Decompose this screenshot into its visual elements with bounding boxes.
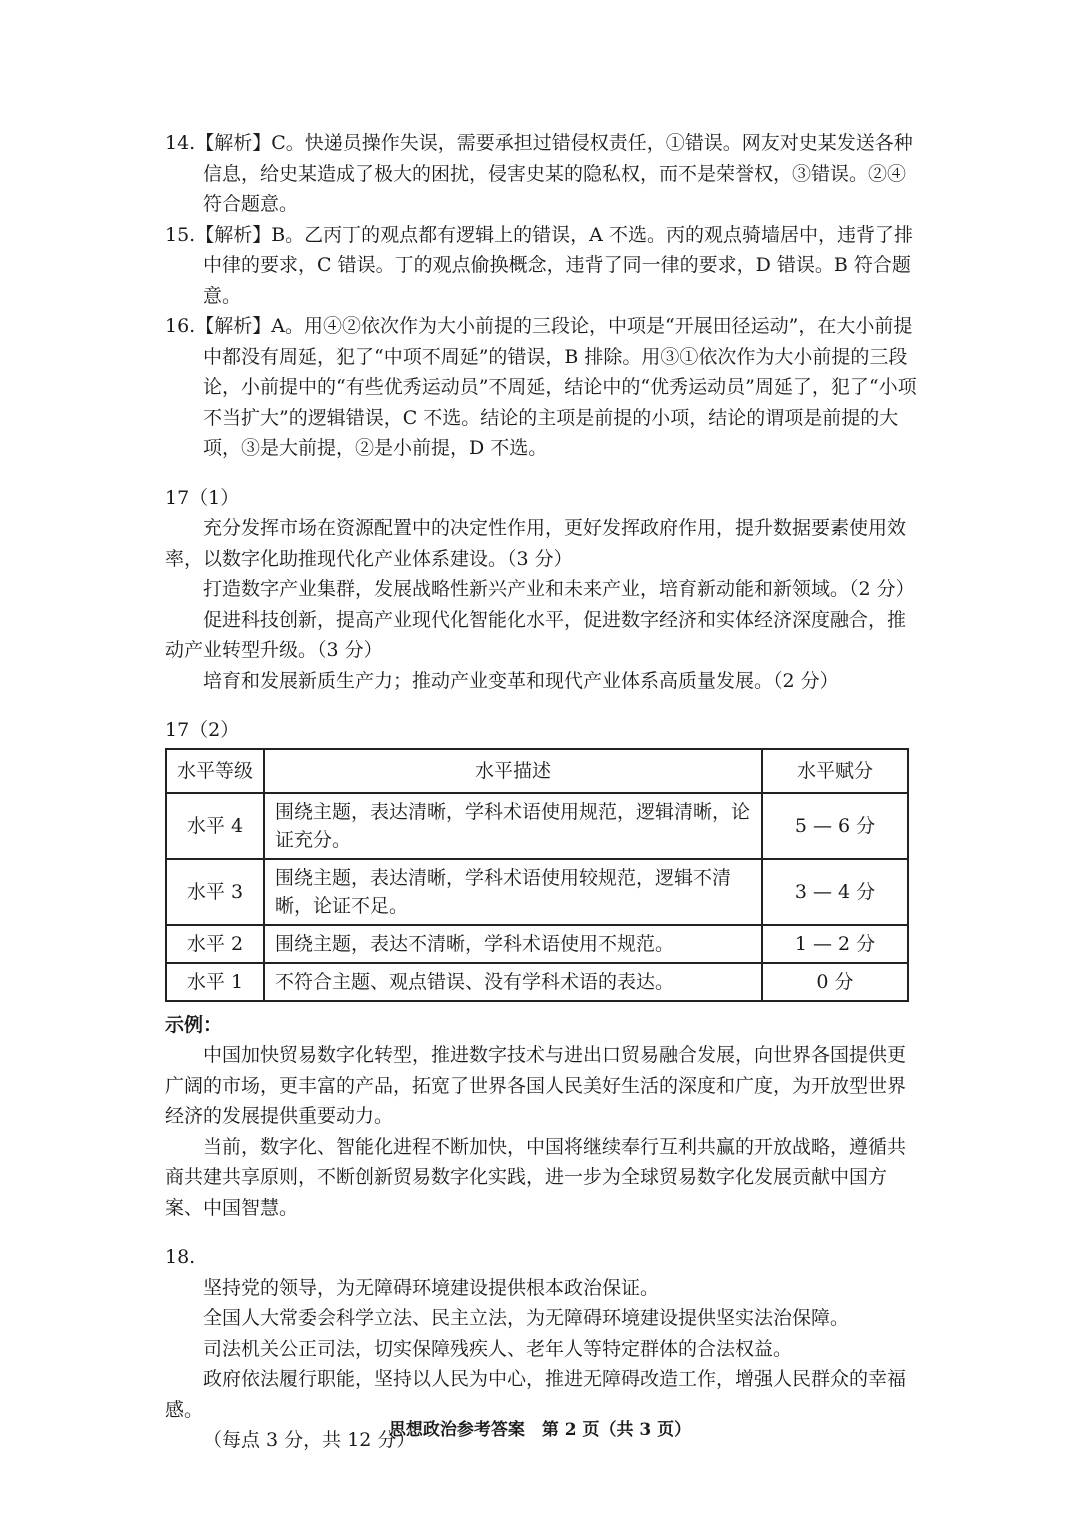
answer-16: 16.【解析】A。用④②依次作为大小前提的三段论，中项是“开展田径运动”，在大小前提中都没有周延，犯了“中项不周延”的错误，B 排除。用③①依次作为大小前提的三段论，小前提中的“有些优秀运动员”不周延，结论中的“优秀运动员”周延了，犯了“小项不当扩大”的逻辑错误，C 不选。结论的主项是前提的小项，结论的谓项是前提的大项，③是大前提，②是小前提，D 不选。 (165, 315, 917, 459)
cell-level: 水平 2 (166, 925, 264, 963)
q18-point: 坚持党的领导，为无障碍环境建设提供根本政治保证。 (203, 1276, 660, 1299)
question-18-label: 18. (165, 1246, 196, 1268)
table-row (166, 963, 908, 1001)
q18-score-note: （每点 3 分，共 12 分） (203, 1429, 416, 1451)
q18-point: 政府依法履行职能，坚持以人民为中心，推进无障碍改造工作，增强人民群众的幸福感。 (165, 1368, 907, 1421)
table-row (166, 925, 908, 963)
cell-description: 不符合主题、观点错误、没有学科术语的表达。 (264, 963, 762, 1001)
q17-1-paragraph: 促进科技创新，提高产业现代化智能化水平，促进数字经济和实体经济深度融合，推动产业转型升级。（3 分） (165, 608, 907, 661)
example-paragraph: 当前，数字化、智能化进程不断加快，中国将继续奉行互利共赢的开放战略，遵循共商共建共享原则，不断创新贸易数字化实践，进一步为全球贸易数字化发展贡献中国方案、中国智慧。 (165, 1135, 907, 1219)
q18-point: 司法机关公正司法，切实保障残疾人、老年人等特定群体的合法权益。 (203, 1337, 793, 1360)
answer-14: 14.【解析】C。快递员操作失误，需要承担过错侵权责任，①错误。网友对史某发送各种信息，给史某造成了极大的困扰，侵害史某的隐私权，而不是荣誉权，③错误。②④符合题意。 (165, 132, 913, 215)
cell-level: 水平 4 (166, 793, 264, 859)
cell-score: 3 — 4 分 (762, 859, 908, 925)
example-paragraph: 中国加快贸易数字化转型，推进数字技术与进出口贸易融合发展，向世界各国提供更广阔的市场，更丰富的产品，拓宽了世界各国人民美好生活的深度和广度，为开放型世界经济的发展提供重要动力。 (165, 1044, 907, 1127)
answer-15: 15.【解析】B。乙丙丁的观点都有逻辑上的错误，A 不选。丙的观点骑墙居中，违背了排中律的要求，C 错误。丁的观点偷换概念，违背了同一律的要求，D 错误。B 符合题意。 (165, 223, 913, 307)
answer-content (165, 128, 917, 1456)
header-level: 水平等级 (166, 749, 264, 793)
q17-1-paragraph: 充分发挥市场在资源配置中的决定性作用，更好发挥政府作用，提升数据要素使用效率，以数字化助推现代化产业体系建设。（3 分） (165, 517, 907, 570)
cell-score: 5 — 6 分 (762, 793, 908, 859)
header-description: 水平描述 (264, 749, 762, 793)
table-row (166, 793, 908, 859)
question-17-2-label: 17（2） (165, 719, 240, 741)
scoring-rubric-table (165, 748, 909, 1002)
cell-description: 围绕主题，表达清晰，学科术语使用规范，逻辑清晰，论证充分。 (264, 793, 762, 859)
question-17-1-label: 17（1） (165, 486, 240, 509)
q17-1-paragraph: 培育和发展新质生产力；推动产业变革和现代产业体系高质量发展。（2 分） (203, 669, 839, 692)
table-row (166, 859, 908, 925)
cell-description: 围绕主题，表达不清晰，学科术语使用不规范。 (264, 925, 762, 963)
cell-description: 围绕主题，表达清晰，学科术语使用较规范，逻辑不清晰，论证不足。 (264, 859, 762, 925)
cell-level: 水平 3 (166, 859, 264, 925)
cell-score: 1 — 2 分 (762, 925, 908, 963)
q18-point: 全国人大常委会科学立法、民主立法，为无障碍环境建设提供坚实法治保障。 (203, 1307, 850, 1329)
page-footer: 思想政治参考答案 第 2 页（共 3 页） (388, 1420, 692, 1440)
cell-score: 0 分 (762, 963, 908, 1001)
example-label: 示例： (165, 1013, 223, 1036)
q17-1-paragraph: 打造数字产业集群，发展战略性新兴产业和未来产业，培育新动能和新领域。（2 分） (203, 578, 915, 600)
cell-level: 水平 1 (166, 963, 264, 1001)
header-score: 水平赋分 (762, 749, 908, 793)
table-header-row (166, 749, 908, 793)
